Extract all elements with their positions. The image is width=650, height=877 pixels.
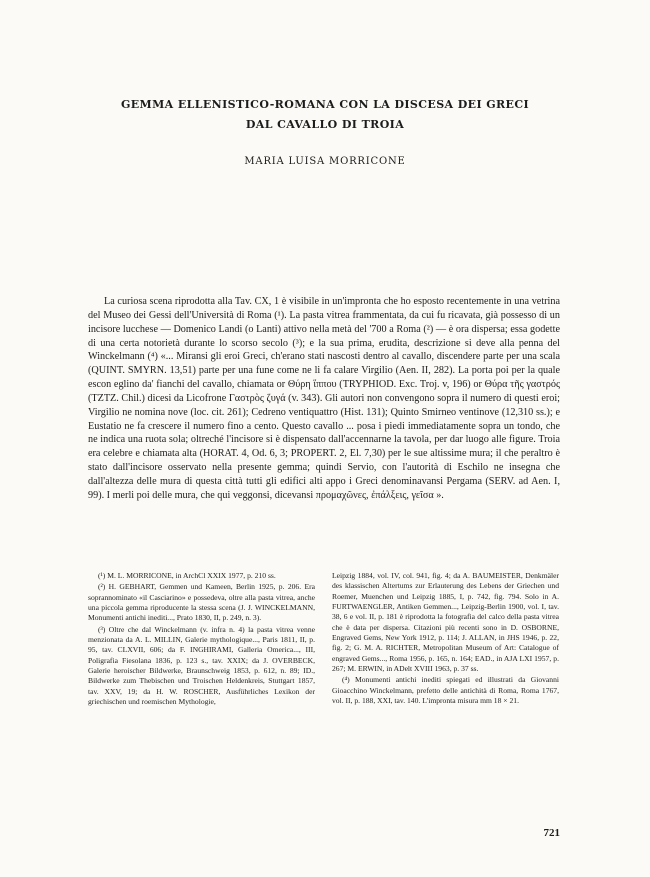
main-text <box>88 295 560 503</box>
author-name: MARIA LUISA MORRICONE <box>244 156 406 167</box>
article-title-line-2: DAL CAVALLO DI TROIA <box>245 118 405 131</box>
page-number: 721 <box>543 827 560 839</box>
body-paragraph: La curiosa scena riprodotta alla Tav. CX, 1 è visibile in un'impronta che ho esposto recentemente in una vetrina del Museo dei Gessi dell'Università di Roma (¹). La pasta vitrea frammentata, da cui fu ricavata, già possesso di un incisore lucchese — Domenico Landi (o Lanti) attivo nella metà del '700 a Roma (²) — è ora dispersa; essa godette di una certa notorietà durante lo scorso secolo (³); e la sua prima, erudita, descrizione si deve alla penna del Winckelmann (⁴) «... Miransi gli eroi Greci, ch'erano stati nascosti dentro al cavallo, discendere parte per una scala (QUINT. SMYRN. 13,51) parte per una fune come ne li fa calare Virgilio (Aen. II, 282). La porta poi per la quale escon eglino da' fianchi del cavallo, chiamata or Θύρη ἵππου (TRYPHIOD. Exc. Troj. v, 196) or Θύρα τῆς γαστρός (TZTZ. Chil.) dicesi da Licofrone Γαστρὸς ζυγά (v. 343). Gli autori non convengono sopra il numero di questi eroi; Virgilio ne nomina nove (loc. cit. 261); Cedreno ventiquattro (Hist. 131); Quinto Smirneo ventinove (12,310 ss.); e Eustatio ne fa crescere il numero fino a cento. Questo cavallo ... posa i piedi immediatamente sopra un tondo, che ne indica una ruota sola; oltreché l'incisore si è dispensato dall'accennarne la tavola, per dar luogo alle figure. Troia era celebre e chiamata alta (HORAT. 4, Od. 6, 3; PROPERT. 2, El. 7,30) per le sue altissime mura; il che peraltro è stato dall'incisore osservato nella presente gemma; quindi Servio, con l'autorità di Eschilo ne insegna che dall'altezza delle mura di questa città tutti gli edifici alti appo i Greci denominavansi Pergama (SERV. ad Aen. I, 99). I merli poi delle mura, che qui veggonsi, dicevansi προμαχῶνες, ἐπάλξεις, γεῖσα ». <box>88 296 560 501</box>
footnote-3-continued: Leipzig 1884, vol. IV, col. 941, fig. 4; da A. BAUMEISTER, Denkmäler des klassischen Altertums zur Erlauterung des Lebens der Griechen und Roemer, Muenchen und Leipzig 1885, I, p. 742, fig. 794. Solo in A. FURTWAENGLER, Antiken Gemmen..., Leipzig-Berlin 1900, vol. I, tav. 38, 6 e vol. II, p. 181 è riprodotta la fotografia del calco della pasta vitrea che è data per dispersa. Citazioni più recenti sono in D. OSBORNE, Engraved Gems, New York 1912, p. 114; J. ALLAN, in JHS 1946, p. 22, fig. 2; G. M. A. RICHTER, Metropolitan Museum of Art: Catalogue of engraved Gems..., Roma 1956, p. 165, n. 164; EAD., in AJA LXI 1957, p. 267; M. ERWIN, in ADelt XVIII 1963, p. 37 ss. <box>332 571 559 674</box>
article-title-line-1: GEMMA ELLENISTICO-ROMANA CON LA DISCESA DEI GRECI <box>120 98 530 111</box>
footnote-4: (⁴) Monumenti antichi inediti spiegati ed illustrati da Giovanni Gioacchino Winckelmann, prefetto delle antichità di Roma, Roma 1767, vol. II, p. 188, XXI, tav. 140. L'impronta misura mm 18 × 21. <box>332 675 559 706</box>
footnotes-left-column <box>88 571 315 708</box>
footnote-3: (³) Oltre che dal Winckelmann (v. infra n. 4) la pasta vitrea venne menzionata da A. L. MILLIN, Galerie mythologique..., Paris 1811, II, p. 95, tav. CLXVII, 606; da F. INGHIRAMI, Galleria Omerica..., III, Poligrafia Fiesolana 1836, p. 123 s., tav. XXIX; da J. OVERBECK, Galerie heroischer Bildwerke, Braunschweig 1853, p. 612, n. 89; ID., Bildwerke zum Thebischen und Troischen Heldenkreis, Stuttgart 1857, tav. XXV, 19; da H. W. ROSCHER, Ausführliches Lexikon der griechischen und roemischen Mythologie, <box>88 624 315 707</box>
footnotes <box>88 571 560 708</box>
footnote-2: (²) H. GEBHART, Gemmen und Kameen, Berlin 1925, p. 206. Era soprannominato «il Casciarino» e possedeva, oltre alla pasta vitrea, anche una piccola gemma riproducente la stessa scena (J. J. WINCKELMANN, Monumenti antichi inediti..., Prato 1830, II, p. 249, n. 3). <box>88 582 315 623</box>
footnote-1: (¹) M. L. MORRICONE, in ArchCl XXIX 1977, p. 210 ss. <box>98 571 276 580</box>
footnotes-right-column <box>332 571 559 708</box>
